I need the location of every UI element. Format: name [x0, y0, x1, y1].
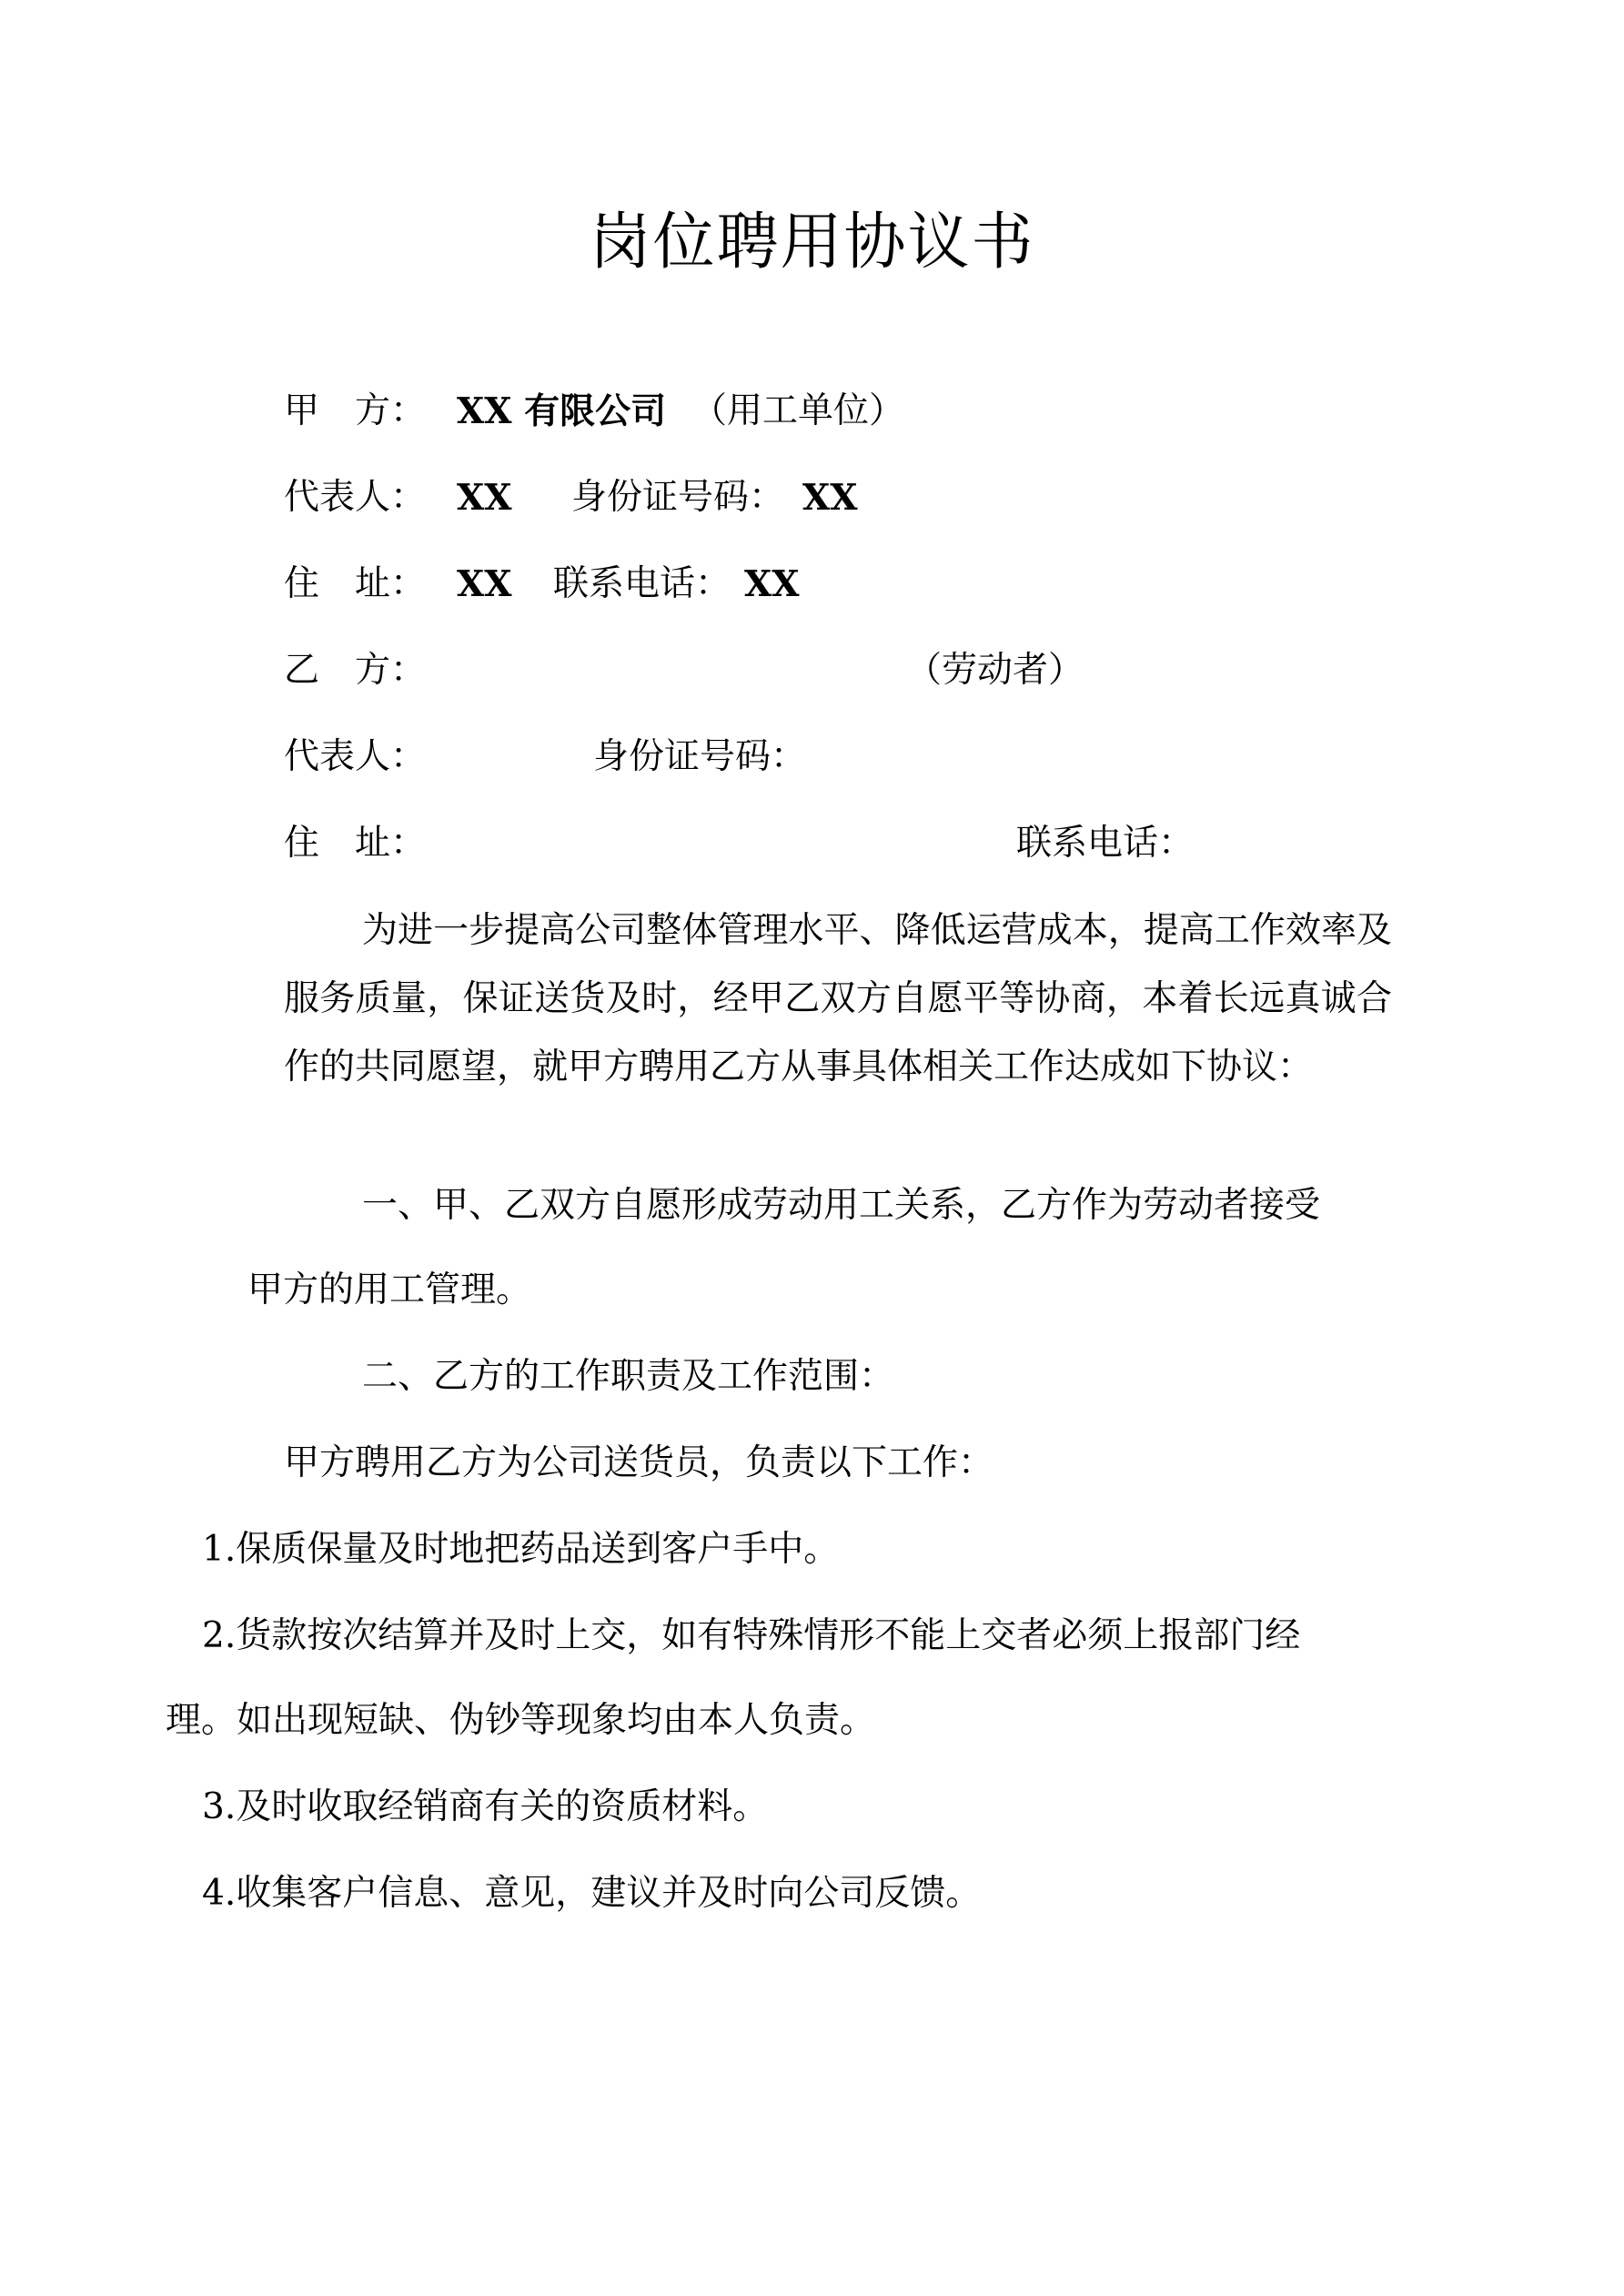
party-a-row [284, 389, 426, 434]
document-title: 岗位聘用协议书 [589, 207, 1035, 278]
party-a-rep-value: XX [457, 477, 512, 519]
party-a-addr-value: XX [457, 563, 512, 605]
clause-2-heading: 二、乙方的工作职责及工作范围： [362, 1356, 895, 1397]
party-b-label: 乙 方： [284, 650, 427, 691]
duty-1: 1.保质保量及时地把药品送到客户手中。 [202, 1529, 840, 1570]
clause-2-intro: 甲方聘用乙方为公司送货员，负责以下工作： [284, 1442, 994, 1483]
party-a-rep-label: 代表人： [284, 477, 427, 518]
clause-1-line-1: 一、甲、乙双方自愿形成劳动用工关系，乙方作为劳动者接受 [362, 1185, 1321, 1226]
duty-2-line-1: 2.货款按次结算并及时上交，如有特殊情形不能上交者必须上报部门经 [202, 1615, 1301, 1656]
party-b-phone-label: 联系电话： [1016, 823, 1195, 864]
duty-2-line-2: 理。如出现短缺、伪钞等现象均由本人负责。 [166, 1700, 876, 1741]
party-a-id-value: XX [802, 477, 858, 519]
party-a-phone-label: 联系电话： [553, 563, 731, 604]
party-b-rep-label: 代表人： [284, 736, 427, 777]
party-a-role: （用工单位） [691, 390, 905, 431]
party-a-phone-value: XX [744, 563, 800, 605]
clause-1-line-2: 甲方的用工管理。 [247, 1269, 532, 1310]
intro-paragraph: 为进一步提高公司整体管理水平、降低运营成本，提高工作效率及服务质量，保证送货及时，经甲乙双方自愿平等协商，本着长远真诚合作的共同愿望，就甲方聘用乙方从事具体相关工作达成如下协议： [284, 910, 1392, 1087]
duty-4: 4.收集客户信息、意见，建议并及时向公司反馈。 [202, 1873, 982, 1914]
party-a-addr-label: 住 址： [284, 563, 427, 604]
party-b-id-label: 身份证号码： [593, 736, 807, 777]
party-a-label: 甲 方： [284, 390, 427, 431]
party-a-id-label: 身份证号码： [571, 477, 785, 518]
party-b-role: （劳动者） [906, 650, 1084, 691]
party-a-name: XX 有限公司 [457, 390, 667, 432]
party-b-addr-label: 住 址： [284, 823, 427, 864]
duty-3: 3.及时收取经销商有关的资质材料。 [202, 1786, 769, 1827]
